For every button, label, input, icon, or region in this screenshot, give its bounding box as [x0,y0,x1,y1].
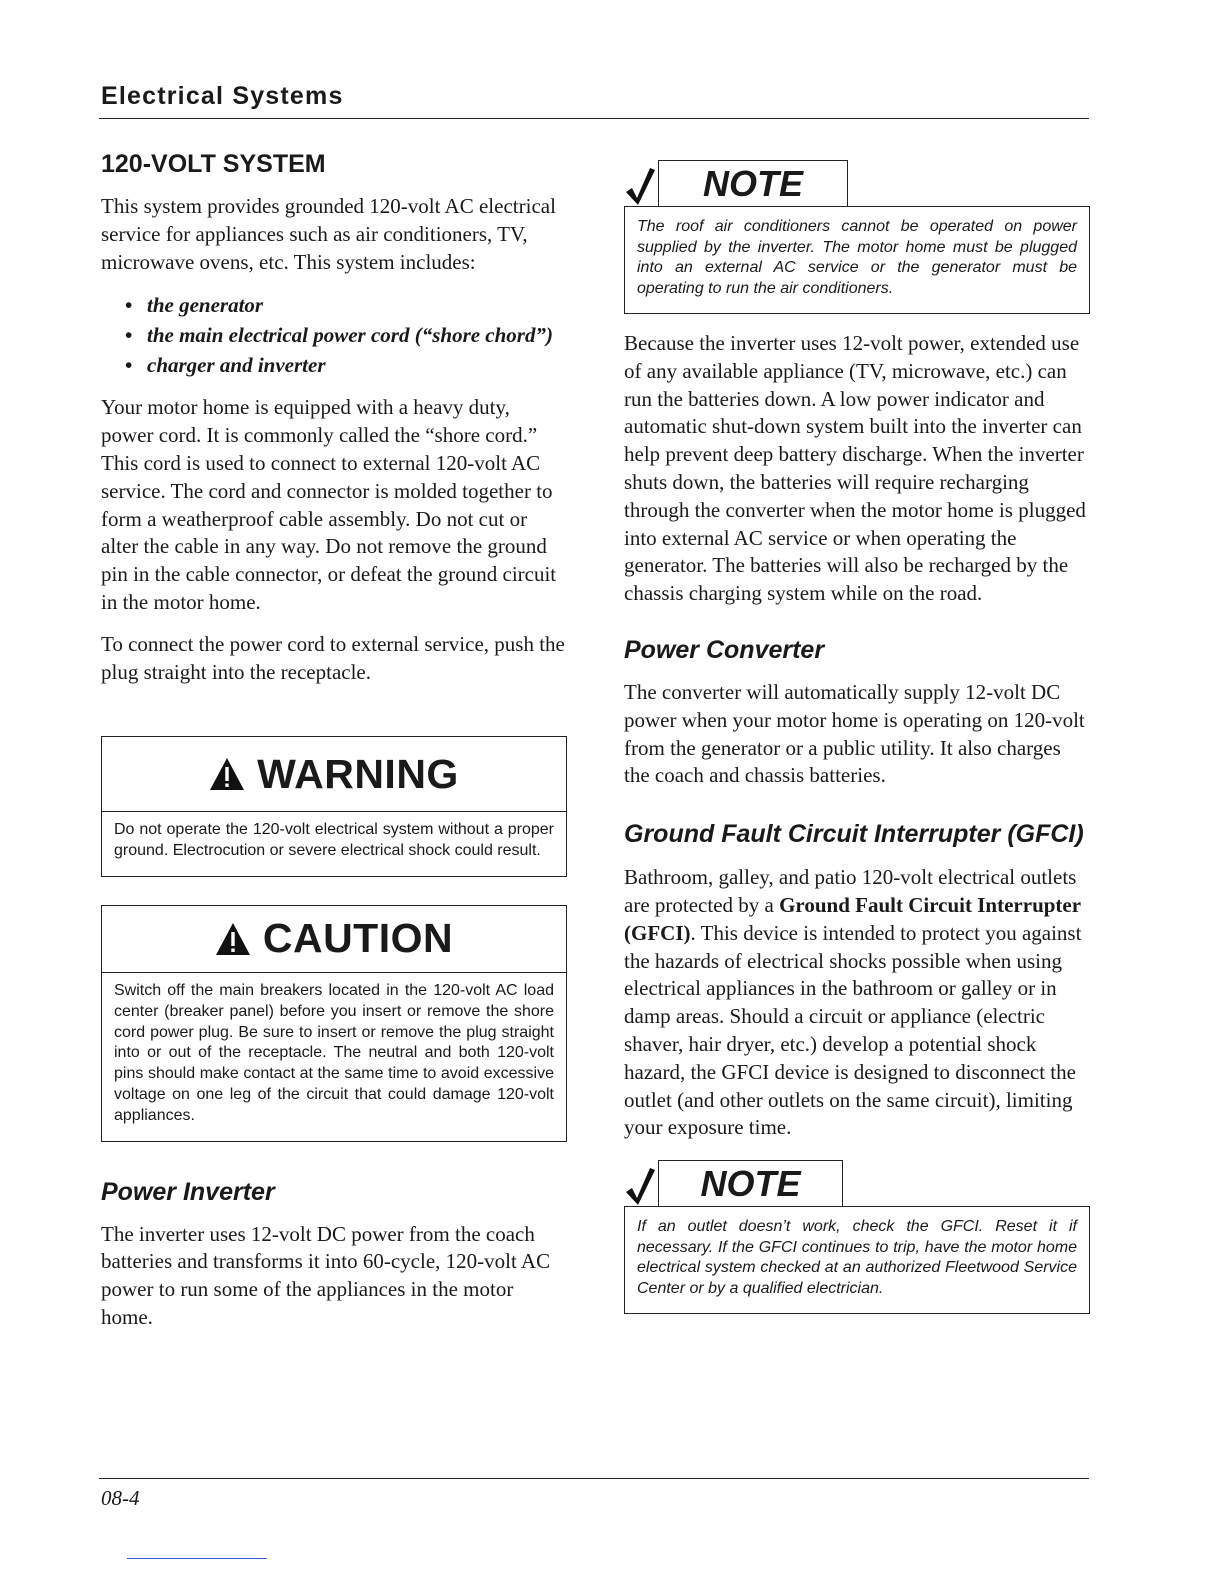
gfci-bold-term: Ground Fault Circuit Interrupter (GFCI) [624,892,1081,945]
link-underline [127,1558,267,1559]
header-rule [99,118,1089,119]
left-column [101,150,567,1346]
page-number: 08-4 [101,1486,140,1510]
warning-triangle-icon [209,757,245,791]
warning-label: WARNING [257,750,459,797]
gfci-text-end: . This device is intended to protect you against the hazards of electrical shocks possible when using electrical appliances in the bathroom or galley or in damp areas. Should a circuit or appliance (electric shaver, hair dryer, etc.) develop a potential shock hazard, the GFCI device is designed to disconnect the outlet (and other outlets on the same circuit), limiting your exposure time. [624,920,1082,1140]
footer-rule [99,1478,1089,1479]
shore-cord-paragraph: Your motor home is equipped with a heavy duty, power cord. It is commonly called the “shore cord.” This cord is used to connect to external 120-volt AC service. The cord and connector is molded together to form a weatherproof cable assembly. Do not cut or alter the cable in any way. Do not remove the ground pin in the cable connector, or defeat the ground circuit in the motor home. [101,395,557,614]
power-converter-paragraph: The converter will automatically supply 12-volt DC power when your motor home is operating on 120-volt from the generator or a public utility. It also charges the coach and chassis batteries. [624,679,1085,788]
caution-label: CAUTION [262,915,454,962]
list-item: • the generator [101,290,567,320]
caution-header [102,906,566,973]
checkmark-icon [624,1160,658,1206]
note-label: NOTE [658,1160,843,1206]
gfci-text-start: Bathroom, galley, and patio 120-volt electrical outlets are protected by a [624,865,1077,917]
list-item: • the main electrical power cord (“shore chord”) [101,320,567,350]
note-header [624,160,1090,206]
note-label: NOTE [658,160,848,206]
page-header-title: Electrical Systems [101,82,344,110]
note-box-air-conditioners: The roof air conditioners cannot be operated on power supplied by the inverter. The motor home must be plugged into an external AC service or the generator must be operating to run the air conditioners. [624,206,1090,314]
power-converter-title: Power Converter [624,635,825,664]
right-column [624,160,1090,1314]
connect-paragraph: To connect the power cord to external service, push the plug straight into the receptacle. [101,631,565,684]
power-inverter-title: Power Inverter [101,1177,275,1206]
note-box-gfci: If an outlet doesn’t work, check the GFCI. Reset it if necessary. If the GFCI continues to trip, have the motor home electrical system checked at an authorized Fleetwood Service Center or by a qualified electrician. [624,1206,1090,1314]
caution-text: Switch off the main breakers located in the 120-volt AC load center (breaker panel) before you insert or remove the shore cord power plug. Be sure to insert or remove the plug straight into or out of the receptacle. The neutral and both 120-volt pins should make contact at the same time to avoid excessive voltage on one leg of the circuit that could damage 120-volt appliances. [114,981,554,1124]
list-item: • charger and inverter [101,350,567,380]
note-header [624,1160,1090,1206]
warning-text: Do not operate the 120-volt electrical system without a proper ground. Electrocution or severe electrical shock could result. [114,821,554,860]
gfci-title: Ground Fault Circuit Interrupter (GFCI) [624,820,1084,849]
warning-header [102,737,566,812]
caution-box [101,905,567,1142]
system-components-list [101,290,567,380]
gfci-paragraph [624,864,1090,1142]
caution-triangle-icon [215,922,251,956]
intro-paragraph: This system provides grounded 120-volt AC electrical service for appliances such as air conditioners, TV, microwave ovens, etc. This system includes: [101,194,556,274]
inverter-battery-paragraph: Because the inverter uses 12-volt power, extended use of any available appliance (TV, microwave, etc.) can run the batteries down. A low power indicator and automatic shut-down system built into the inverter can help prevent deep battery discharge. When the inverter shuts down, the batteries will require recharging through the converter when the motor home is plugged into external AC service or when operating the generator. The batteries will also be recharged by the chassis charging system while on the road. [624,331,1086,606]
power-inverter-paragraph: The inverter uses 12-volt DC power from the coach batteries and transforms it into 60-cycle, 120-volt AC power to run some of the appliances in the motor home. [101,1221,551,1329]
warning-box [101,736,567,877]
checkmark-icon [624,160,658,206]
section-title-120-volt: 120-VOLT SYSTEM [101,150,326,178]
